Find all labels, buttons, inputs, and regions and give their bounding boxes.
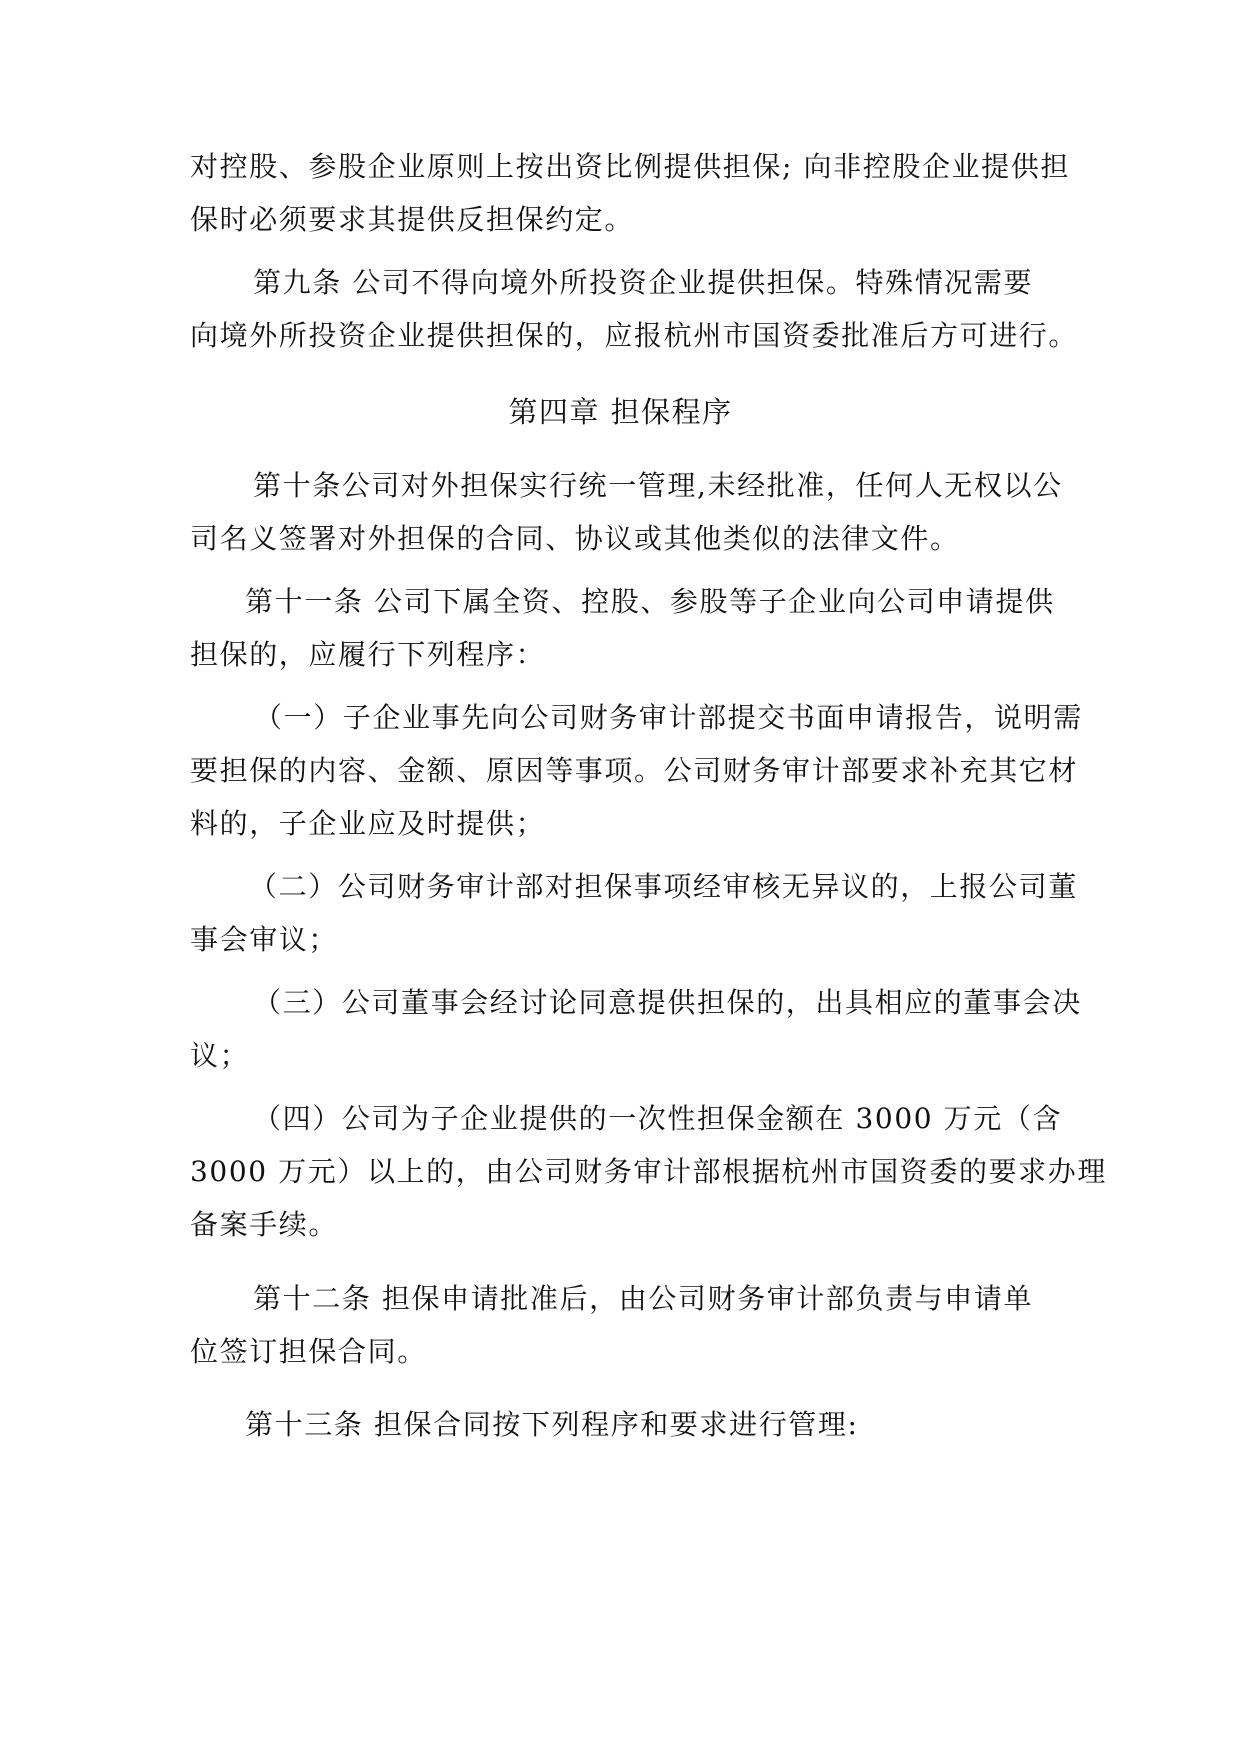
paragraph-line: 事会审议； (190, 923, 339, 956)
paragraph-line: 议； (190, 1039, 250, 1072)
paragraph-line: 要担保的内容、金额、原因等事项。公司财务审计部要求补充其它材 (190, 754, 1079, 787)
article-10-line: 第十条公司对外担保实行统一管理,未经批准，任何人无权以公 (253, 469, 1063, 502)
paragraph-line: 对控股、参股企业原则上按出资比例提供担保; 向非控股企业提供担 (190, 150, 1070, 183)
paragraph-line: 司名义签署对外担保的合同、协议或其他类似的法律文件。 (190, 522, 960, 555)
paragraph-line: 3000 万元）以上的，由公司财务审计部根据杭州市国资委的要求办理 (190, 1155, 1107, 1188)
paragraph-line: 向境外所投资企业提供担保的，应报杭州市国资委批准后方可进行。 (190, 319, 1079, 352)
paragraph-line: 备案手续。 (190, 1208, 339, 1241)
paragraph-line: 料的，子企业应及时提供； (190, 807, 546, 840)
item-4-line: （四）公司为子企业提供的一次性担保金额在 3000 万元（含 (253, 1102, 1063, 1135)
paragraph-line: 保时必须要求其提供反担保约定。 (190, 203, 635, 236)
article-9-line: 第九条 公司不得向境外所投资企业提供担保。特殊情况需要 (253, 266, 1034, 299)
item-3-line: （三）公司董事会经讨论同意提供担保的，出具相应的董事会决 (253, 986, 1082, 1019)
article-13-line: 第十三条 担保合同按下列程序和要求进行管理: (245, 1408, 859, 1441)
article-11-line: 第十一条 公司下属全资、控股、参股等子企业向公司申请提供 (245, 585, 1055, 618)
chapter-heading: 第四章 担保程序 (508, 395, 733, 429)
paragraph-line: 担保的，应履行下列程序： (190, 638, 546, 671)
article-12-line: 第十二条 担保申请批准后，由公司财务审计部负责与申请单 (253, 1282, 1034, 1315)
item-1-line: （一）子企业事先向公司财务审计部提交书面申请报告，说明需 (254, 701, 1083, 734)
paragraph-line: 位签订担保合同。 (190, 1335, 427, 1368)
item-2-line: （二）公司财务审计部对担保事项经审核无异议的，上报公司董 (249, 870, 1078, 903)
